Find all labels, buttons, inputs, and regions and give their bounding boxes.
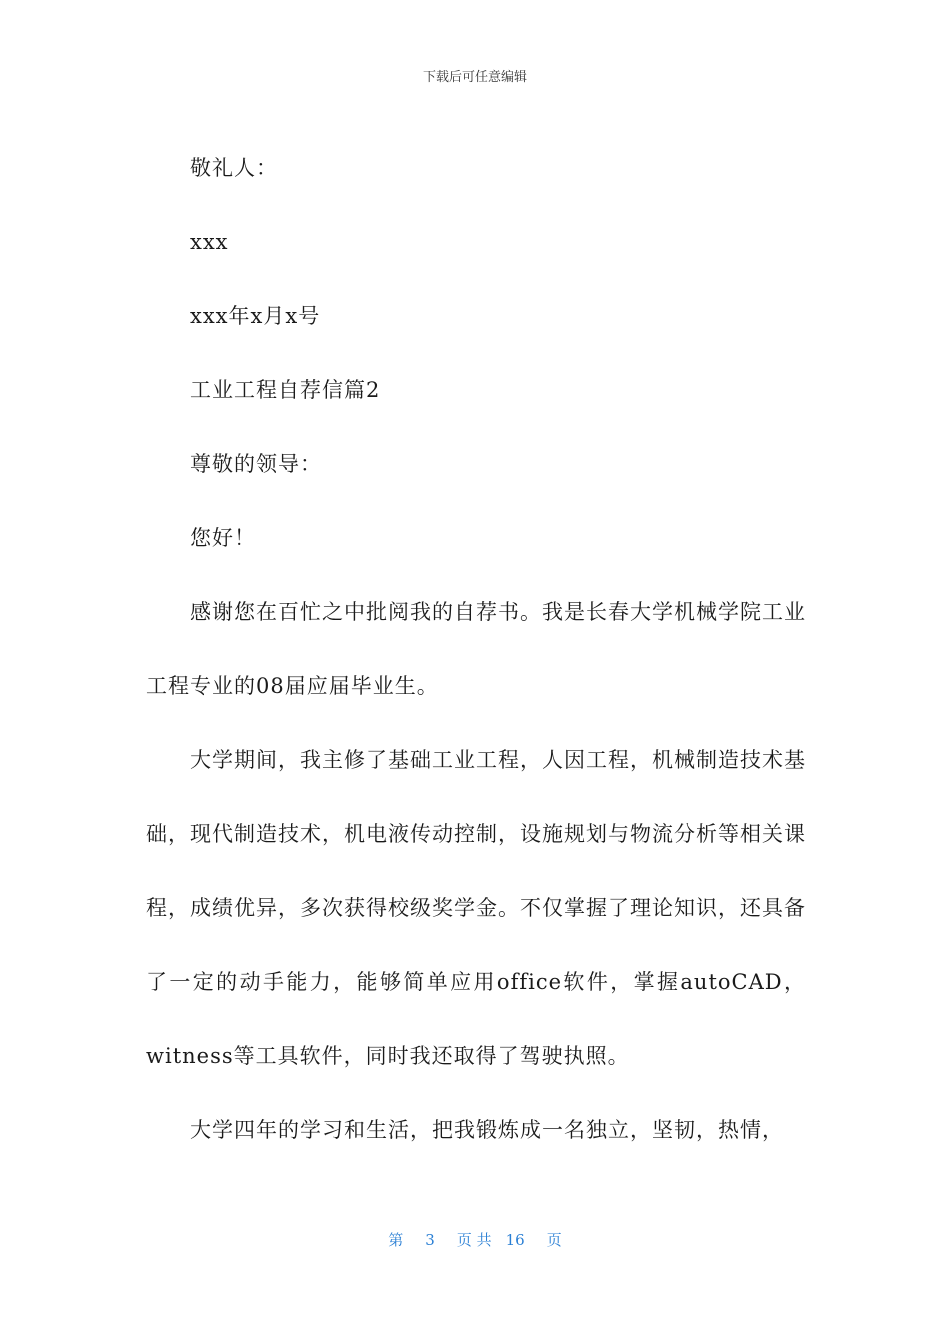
- footer-middle: 页 共: [456, 1231, 492, 1249]
- letter-body: [146, 131, 806, 1167]
- footer-prefix: 第: [388, 1231, 404, 1249]
- paragraph-study: 大学期间，我主修了基础工业工程，人因工程，机械制造技术基础，现代制造技术，机电液传动控制，设施规划与物流分析等相关课程，成绩优异，多次获得校级奖学金。不仅掌握了理论知识，还具备了一定的动手能力，能够简单应用office软件，掌握autoCAD，witness等工具软件，同时我还取得了驾驶执照。: [146, 748, 806, 1068]
- closing-salutation: 敬礼人：: [190, 156, 278, 180]
- signature-date: xxx年x月x号: [190, 304, 321, 328]
- paragraph-growth: 大学四年的学习和生活，把我锻炼成一名独立，坚韧，热情，: [190, 1118, 784, 1142]
- paragraph-intro: 感谢您在百忙之中批阅我的自荐书。我是长春大学机械学院工业工程专业的08届应届毕业生。: [146, 600, 806, 698]
- footer-suffix: 页: [546, 1231, 562, 1249]
- signature-name: xxx: [190, 230, 229, 254]
- greeting-hello: 您好！: [190, 526, 256, 550]
- footer-page-number: 3: [425, 1231, 435, 1249]
- page-footer: [0, 1229, 950, 1250]
- section-title: 工业工程自荐信篇2: [190, 378, 381, 402]
- footer-total-pages: 16: [505, 1231, 525, 1249]
- header-note: 下载后可任意编辑: [422, 70, 527, 85]
- greeting: 尊敬的领导：: [190, 452, 322, 476]
